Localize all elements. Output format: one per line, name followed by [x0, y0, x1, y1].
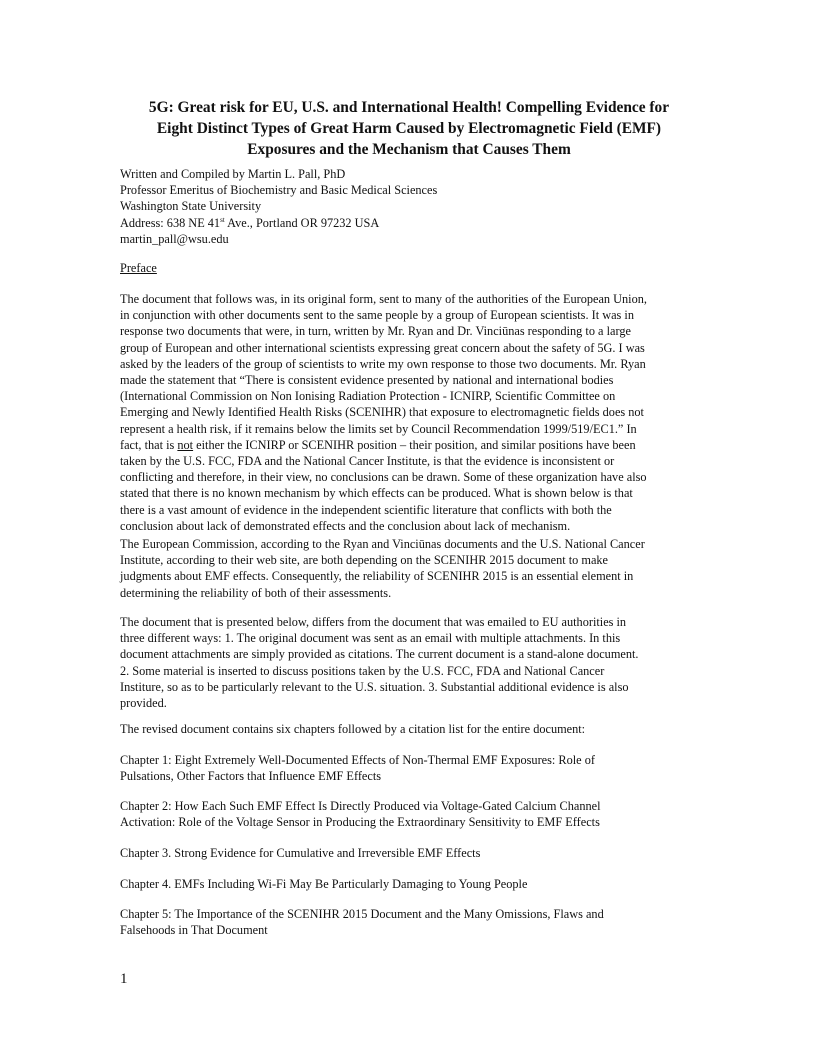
- author-address: [120, 215, 720, 231]
- text-line: Pulsations, Other Factors that Influence EMF Effects: [120, 769, 382, 784]
- text-line: group of European and other international scientists expressing great concern about the safety of 5G. I was: [120, 340, 645, 355]
- paragraph-intro: [120, 291, 720, 534]
- text-line: The document that is presented below, differs from the document that was emailed to EU authorities in: [120, 615, 627, 629]
- text-line: taken by the U.S. FCC, FDA and the National Cancer Institute, is that the evidence is inconsistent or: [120, 454, 615, 469]
- chapter-5-entry: [120, 906, 720, 938]
- chapter-4-entry: [120, 876, 720, 892]
- author-email: martin_pall@wsu.edu: [120, 231, 229, 246]
- text-line: Chapter 2: How Each Such EMF Effect Is Directly Produced via Voltage-Gated Calcium Channel: [120, 799, 601, 813]
- text-line: provided.: [120, 696, 167, 711]
- text-line: Institure, so as to be particularly relevant to the U.S. situation. 3. Substantial additional evidence is also: [120, 679, 629, 694]
- chapter-2-entry: [120, 798, 720, 830]
- preface-heading: Preface: [120, 261, 157, 275]
- text-line: conflicting and therefore, in their view, no conclusions can be drawn. Some of these organization have also: [120, 470, 647, 485]
- text-line: asked by the leaders of the group of scientists to write my own response to those two documents. Mr. Ryan: [120, 356, 646, 371]
- author-position: Professor Emeritus of Biochemistry and Basic Medical Sciences: [120, 183, 438, 198]
- author-byline: Written and Compiled by Martin L. Pall, PhD: [120, 167, 346, 181]
- text-line: Falsehoods in That Document: [120, 923, 268, 938]
- text-segment: fact, that is: [120, 437, 178, 452]
- address-ordinal: st: [220, 215, 225, 224]
- text-line: represent a health risk, if it remains below the limits set by Council Recommendation 1999/519/EC1.” In: [120, 421, 637, 436]
- text-line: Chapter 5: The Importance of the SCENIHR 2015 Document and the Many Omissions, Flaws and: [120, 907, 604, 921]
- title-line: 5G: Great risk for EU, U.S. and International Health! Compelling Evidence for: [148, 99, 670, 116]
- document-title: [120, 97, 698, 160]
- text-line: Chapter 4. EMFs Including Wi-Fi May Be Particularly Damaging to Young People: [120, 877, 528, 891]
- text-line: document attachments are simply provided as citations. The current document is a stand-alone document.: [120, 647, 639, 662]
- text-line: in conjunction with other documents sent to the same people by a group of European scientists. It was in: [120, 308, 634, 323]
- text-line: The European Commission, according to the Ryan and Vinciūnas documents and the U.S. National Cancer: [120, 537, 645, 551]
- page-number: 1: [120, 971, 128, 987]
- text-line: (International Commission on Non Ionising Radiation Protection - ICNIRP, Scientific Committee on: [120, 389, 616, 404]
- paragraph-european-commission: [120, 536, 720, 601]
- emphasis-not: not: [177, 437, 194, 452]
- address-rest: Ave., Portland OR 97232 USA: [224, 215, 380, 230]
- title-line: Exposures and the Mechanism that Causes Them: [247, 141, 571, 158]
- author-block: [120, 166, 720, 247]
- paragraph-chapters-intro: The revised document contains six chapters followed by a citation list for the entire document:: [120, 722, 586, 736]
- text-line: 2. Some material is inserted to discuss positions taken by the U.S. FCC, FDA and National Cancer: [120, 663, 605, 678]
- title-line: Eight Distinct Types of Great Harm Caused by Electromagnetic Field (EMF): [156, 120, 662, 137]
- text-line: Chapter 3. Strong Evidence for Cumulative and Irreversible EMF Effects: [120, 846, 481, 860]
- text-line: conclusion about lack of demonstrated effects and the conclusion about lack of mechanism.: [120, 518, 571, 533]
- author-university: Washington State University: [120, 199, 262, 214]
- text-line: stated that there is no known mechanism by which effects can be produced. What is shown below is that: [120, 486, 633, 501]
- text-segment: either the ICNIRP or SCENIHR position – their position, and similar positions have been: [193, 437, 636, 452]
- text-line: determining the reliability of both of their assessments.: [120, 585, 392, 600]
- text-line: The document that follows was, in its original form, sent to many of the authorities of the European Union,: [120, 292, 647, 306]
- text-line: Institute, according to their web site, are both depending on the SCENIHR 2015 document to make: [120, 553, 609, 568]
- text-line: Chapter 1: Eight Extremely Well-Documented Effects of Non-Thermal EMF Exposures: Role of: [120, 753, 595, 767]
- text-line: response two documents that were, in turn, written by Mr. Ryan and Dr. Vinciūnas responding to a large: [120, 324, 631, 339]
- paragraph-differences: [120, 614, 720, 711]
- text-line: Emerging and Newly Identified Health Risks (SCENIHR) that exposure to electromagnetic fields does not: [120, 405, 644, 420]
- address-main: Address: 638 NE 41: [120, 215, 221, 230]
- chapter-1-entry: [120, 752, 720, 784]
- text-line: three different ways: 1. The original document was sent as an email with multiple attachments. In this: [120, 631, 621, 646]
- text-line: there is a vast amount of evidence in the independent scientific literature that conflicts with both the: [120, 502, 612, 517]
- text-line: Activation: Role of the Voltage Sensor in Producing the Extraordinary Sensitivity to EMF Effects: [120, 815, 600, 830]
- text-line: [120, 437, 720, 453]
- text-line: made the statement that “There is consistent evidence presented by national and international bodies: [120, 373, 614, 388]
- chapter-3-entry: [120, 845, 720, 861]
- text-line: judgments about EMF effects. Consequently, the reliability of SCENIHR 2015 is an essential element in: [120, 569, 634, 584]
